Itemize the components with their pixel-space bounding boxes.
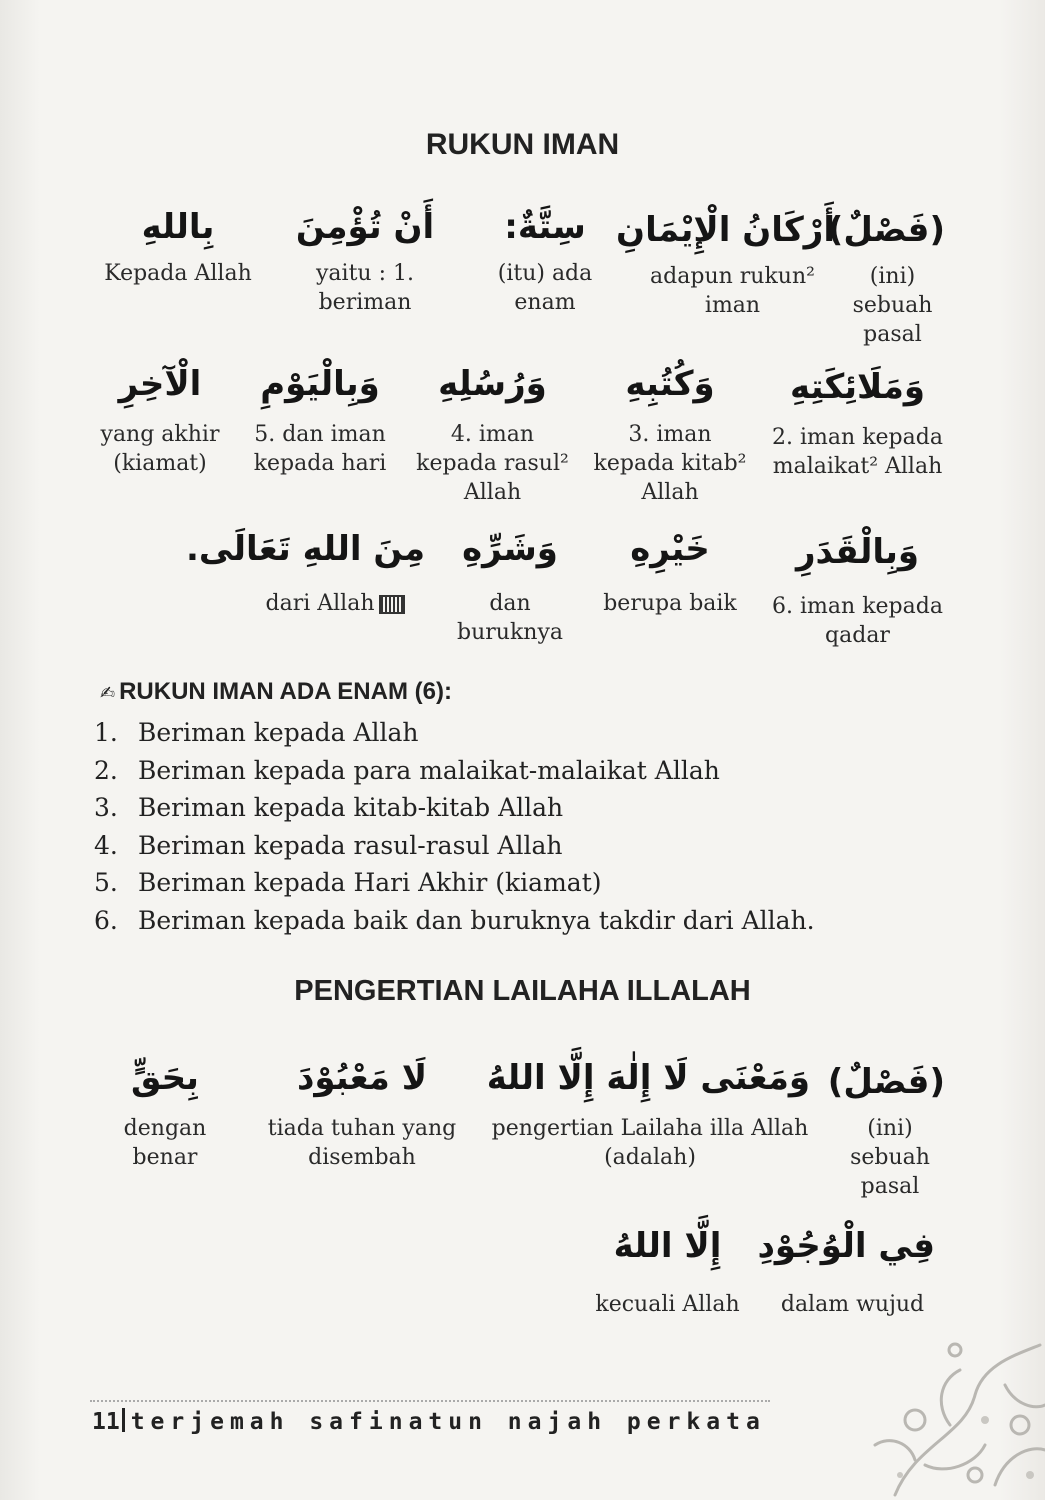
word-pair	[240, 362, 400, 478]
arabic-text: سِتَّةٌ:	[504, 207, 586, 247]
arabic-text: بِحَقٍّ	[131, 1058, 199, 1098]
word-pair	[827, 208, 945, 349]
translation-text: Kepada Allah	[104, 261, 252, 286]
arabic-text: خَيْرِهِ	[630, 529, 710, 569]
translation-text: 6. iman kepada qadar	[772, 594, 943, 648]
arabic-text: وَبِالْيَوْمِ	[260, 364, 380, 404]
arabic-text: إِلَّا اللهُ	[613, 1226, 722, 1266]
word-pair	[616, 208, 835, 320]
list-text: Beriman kepada rasul-rasul Allah	[138, 830, 563, 860]
arabic-text: (فَصْلٌ)	[827, 210, 945, 250]
list-item	[94, 716, 815, 754]
word-pair	[90, 362, 230, 478]
list-text: Beriman kepada para malaikat-malaikat Allah	[138, 755, 720, 785]
arabic-text: وَبِالْقَدَرِ	[795, 532, 920, 572]
word-pair	[770, 365, 945, 481]
arabic-text: الْآخِرِ	[118, 364, 202, 404]
word-pair	[410, 362, 575, 507]
arabic-text: لَا مَعْبُوْدَ	[296, 1058, 428, 1098]
translation-text: dari Allah	[265, 591, 375, 616]
word-pair	[470, 205, 620, 317]
list-text: Beriman kepada kitab-kitab Allah	[138, 793, 564, 823]
list-item	[94, 829, 815, 867]
arabic-text: بِاللهِ	[141, 207, 215, 247]
swt-seal-icon	[379, 595, 405, 614]
list-text: Beriman kepada Hari Akhir (kiamat)	[138, 868, 602, 898]
translation-text: (ini) sebuah pasal	[852, 264, 933, 347]
word-pair	[590, 362, 750, 507]
translation-text: dengan benar	[123, 1116, 207, 1170]
word-pair	[98, 205, 258, 288]
floral-ornament	[855, 1325, 1045, 1500]
translation-text: dalam wujud	[780, 1292, 925, 1317]
translation-text: pengertian Lailaha illa Allah (adalah)	[491, 1116, 809, 1170]
pointing-hand-icon: ✍	[100, 683, 116, 703]
arabic-text: وَشَرِّهِ	[462, 529, 558, 569]
page-number: 11	[92, 1409, 120, 1435]
word-pair	[185, 527, 425, 618]
list-text: Beriman kepada Allah	[138, 718, 419, 747]
translation-text: 5. dan iman kepada hari	[253, 422, 387, 476]
book-title: terjemah safinatun najah perkata	[130, 1409, 766, 1435]
arabic-text: وَرُسُلِهِ	[438, 364, 547, 404]
footer-rule	[90, 1400, 770, 1402]
list-number: 6.	[94, 905, 118, 935]
footer-divider	[122, 1408, 125, 1432]
word-pair	[770, 530, 945, 650]
list-item	[94, 754, 815, 792]
arabic-text: مِنَ اللهِ تَعَالَى.	[185, 529, 425, 569]
list-number: 1.	[94, 718, 118, 747]
arabic-text: (فَصْلٌ)	[827, 1062, 945, 1102]
word-pair	[486, 1056, 810, 1172]
arabic-text: أَرْكَانُ الْإِيْمَانِ	[616, 210, 835, 250]
word-pair	[100, 1056, 230, 1172]
section-title-rukun-iman: RUKUN IMAN	[425, 128, 620, 161]
list-number: 3.	[94, 793, 118, 823]
word-pair	[440, 527, 580, 647]
arabic-text: وَمَلَائِكَتِهِ	[789, 367, 926, 407]
list-item	[94, 866, 815, 904]
translation-text: 3. iman kepada kitab² Allah	[593, 422, 747, 505]
translation-text: dan buruknya	[457, 591, 563, 645]
arabic-text: وَمَعْنَى لَا إِلٰهَ إِلَّا اللهُ	[486, 1058, 810, 1098]
translation-text: (itu) ada enam	[497, 261, 593, 315]
word-pair	[827, 1060, 945, 1201]
translation-text: yang akhir (kiamat)	[100, 422, 220, 476]
list-number: 4.	[94, 830, 118, 860]
word-pair	[757, 1224, 935, 1319]
arabic-text: فِي الْوُجُوْدِ	[757, 1226, 935, 1266]
list-number: 5.	[94, 868, 118, 898]
translation-text: kecuali Allah	[595, 1292, 740, 1317]
page-footer	[92, 1408, 766, 1435]
translation-text: yaitu : 1. beriman	[316, 261, 414, 315]
list-item	[94, 904, 815, 942]
word-pair	[280, 205, 450, 317]
arabic-text: وَكُتُبِهِ	[625, 364, 715, 404]
word-pair	[262, 1056, 462, 1172]
summary-label	[100, 678, 452, 706]
translation-text: tiada tuhan yang disembah	[267, 1116, 457, 1170]
translation-text: 4. iman kepada rasul² Allah	[416, 422, 569, 505]
translation-text: 2. iman kepada malaikat² Allah	[772, 425, 943, 479]
rukun-iman-list	[94, 716, 815, 942]
translation-text: adapun rukun² iman	[650, 264, 815, 318]
word-pair	[585, 1224, 750, 1319]
translation-line	[245, 589, 425, 618]
summary-label-text: RUKUN IMAN ADA ENAM (6):	[119, 678, 452, 705]
list-number: 2.	[94, 755, 118, 785]
section-title-pengertian: PENGERTIAN LAILAHA ILLALAH	[294, 975, 751, 1007]
translation-text: (ini) sebuah pasal	[850, 1116, 930, 1199]
translation-text: berupa baik	[603, 591, 737, 616]
arabic-text: أَنْ تُؤْمِنَ	[295, 207, 435, 247]
list-item	[94, 791, 815, 829]
word-pair	[595, 527, 745, 618]
list-text: Beriman kepada baik dan buruknya takdir dari Allah.	[138, 905, 815, 935]
